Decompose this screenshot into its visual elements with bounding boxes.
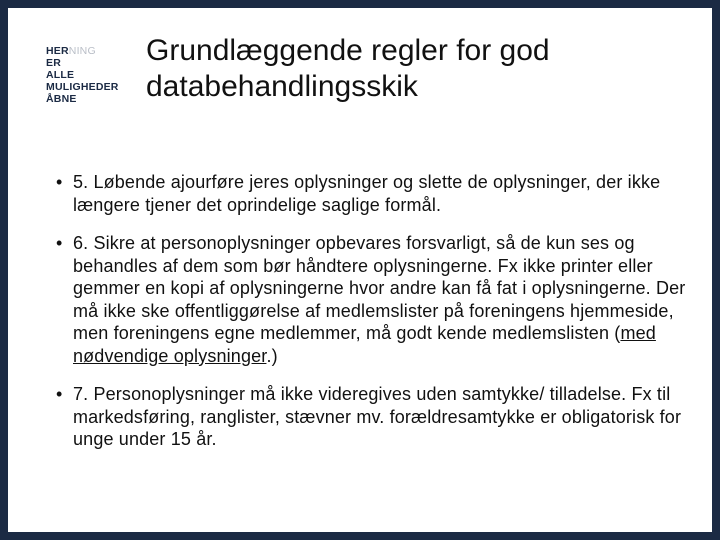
bullet-text: 6. Sikre at personoplysninger opbevares forsvarligt, så de kun ses og behandles af dem som bør håndtere oplysningerne. Fx ikke printer eller gemmer en kopi af oplysningerne hvor andre kan få fat i oplysningerne. Der må ikke ske offentliggørelse af medlemslister på foreningens hjemmeside, men foreningens egne medlemmer, må godt kende medlemslisten ( bbox=[73, 233, 686, 343]
logo-line: ER bbox=[46, 57, 61, 69]
bullet-text: 7. Personoplysninger må ikke videregives uden samtykke/ tilladelse. Fx til markedsføring, ranglister, stævner mv. forældresamtykke er obligatorisk for unge under 15 år. bbox=[73, 384, 682, 449]
slide bbox=[8, 8, 712, 532]
logo-line: ALLE bbox=[46, 69, 75, 81]
bullet-item bbox=[56, 232, 696, 367]
bullet-icon: • bbox=[56, 384, 63, 404]
bullet-text-end: .) bbox=[266, 345, 278, 366]
organization-logo bbox=[46, 45, 119, 105]
bullet-text: 5. Løbende ajourføre jeres oplysninger og slette de oplysninger, der ikke længere tjener det oprindelige saglige formål. bbox=[73, 172, 661, 215]
bullet-icon: • bbox=[56, 172, 63, 192]
bullet-item bbox=[56, 171, 696, 216]
bullet-item bbox=[56, 383, 696, 451]
bullet-icon: • bbox=[56, 233, 63, 253]
underlined-link[interactable]: med nødvendige oplysninger bbox=[73, 323, 656, 366]
slide-title: Grundlæggende regler for god databehandlingsskik bbox=[146, 34, 550, 103]
logo-line: HERNING bbox=[46, 45, 96, 57]
bullet-list bbox=[56, 171, 696, 451]
logo-line: MULIGHEDER bbox=[46, 81, 119, 93]
logo-line: ÅBNE bbox=[46, 93, 77, 105]
